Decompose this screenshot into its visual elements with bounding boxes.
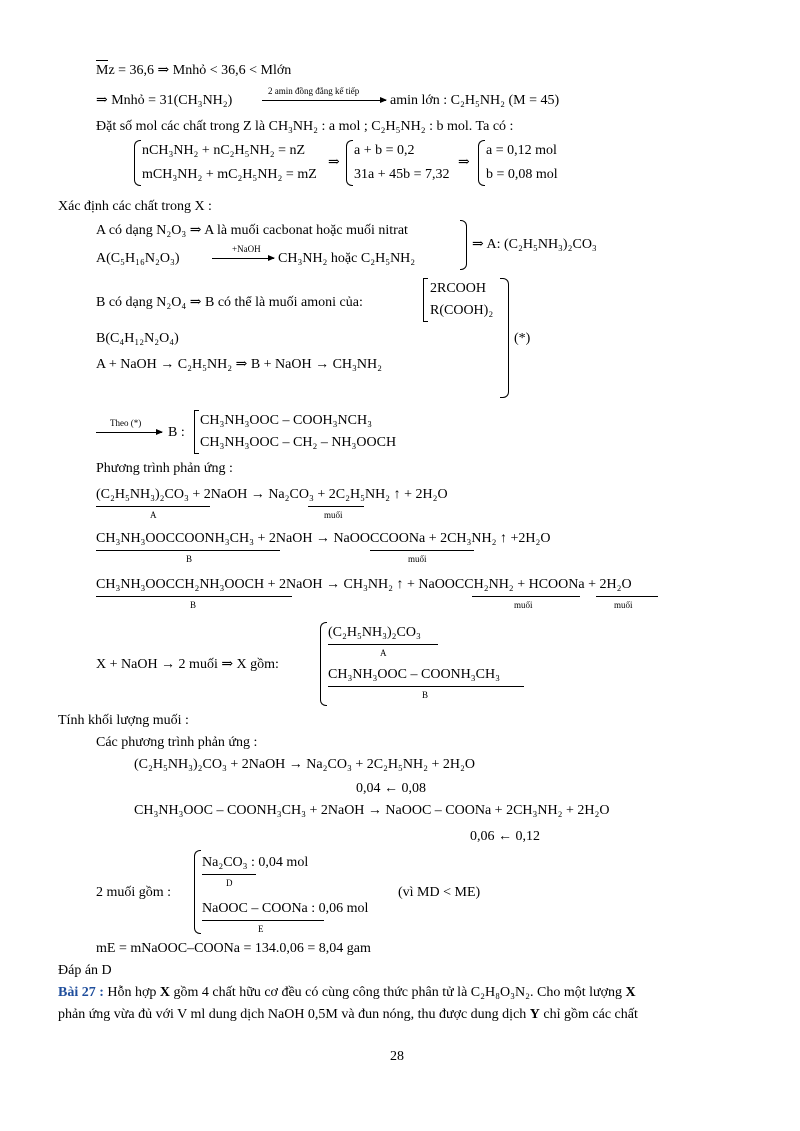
arrow-label-naoh: +NaOH: [232, 244, 261, 254]
underbrace: [308, 506, 364, 507]
sys2-row2: 31a + 45b = 7,32: [354, 167, 450, 182]
text-theo-b: B :: [168, 425, 185, 440]
problem-number: Bài 27 :: [58, 985, 104, 1000]
sys2-row1: a + b = 0,2: [354, 143, 415, 158]
section-heading: Tính khối lượng muối :: [58, 713, 189, 728]
label-A: A: [150, 510, 157, 520]
underbrace: [96, 550, 280, 551]
arrow-label-theo: Theo (*): [110, 418, 142, 428]
underbrace: [472, 596, 580, 597]
underbrace: [202, 874, 256, 875]
b-acid-2: R(COOH)₂: [430, 303, 494, 318]
underbrace: [596, 596, 658, 597]
reaction-2-mol: 0,06 ← 0,12: [470, 829, 540, 844]
reaction-arrow: [96, 432, 162, 433]
label-muoi: muối: [514, 600, 533, 610]
reaction-2: CH₃NH₃OOC – COONH₃CH₃ + 2NaOH → NaOOC – COONa + 2CH₃NH₂ + 2H₂O: [134, 803, 610, 818]
label-B: B: [190, 600, 197, 610]
arrow-label-amin: 2 amin đồng đẳng kế tiếp: [268, 86, 360, 96]
underbrace: [328, 686, 524, 687]
problem-27-line2: phản ứng vừa đủ với V ml dung dịch NaOH 0,5M và đun nóng, thu được dung dịch Y chỉ gồm các chất: [58, 1007, 638, 1022]
text-line-mz: Mz = 36,6 ⇒ Mnhỏ < 36,6 < Mlớn: [96, 63, 292, 78]
eq3-salt-2: HCOONa: [528, 577, 585, 592]
eq1-reactant-a: (C₂H₅NH₃)₂CO₃: [96, 487, 189, 502]
underbrace: [328, 644, 438, 645]
text-a-dang: A có dạng N₂O₃ ⇒ A là muối cacbonat hoặc muối nitrat: [96, 223, 408, 238]
text-a-formula: A(C₅H₁₆N₂O₃): [96, 251, 180, 266]
page-number: 28: [390, 1049, 404, 1064]
label-A: A: [380, 648, 387, 658]
eq2-salt: NaOOCCOONa: [333, 531, 426, 546]
equation-1: (C₂H₅NH₃)₂CO₃ + 2NaOH → Na₂CO₃ + 2C₂H₅NH₂ ↑ + 2H₂O: [96, 487, 448, 502]
text-a-products: CH₃NH₂ hoặc C₂H₅NH₂: [278, 251, 416, 266]
text-line-dat-so-mol: Đặt số mol các chất trong Z là CH₃NH₂ : a mol ; C₂H₅NH₂ : b mol. Ta có :: [96, 119, 514, 134]
brace-left: [194, 850, 201, 934]
text-me: mE = mNaOOC–COONa = 134.0,06 = 8,04 gam: [96, 941, 371, 956]
sys1-row2: mCH₃NH₂ + mC₂H₅NH₂ = mZ: [142, 167, 317, 182]
star-mark: (*): [514, 331, 531, 346]
brace-left: [134, 140, 141, 186]
brace-right: [500, 278, 509, 398]
text-cac-pt: Các phương trình phản ứng :: [96, 735, 258, 750]
salt-e: NaOOC – COONa : 0,06 mol: [202, 901, 369, 916]
brace-left: [346, 140, 353, 186]
sys1-row1: nCH₃NH₂ + nC₂H₅NH₂ = nZ: [142, 143, 306, 158]
equation-3: CH₃NH₃OOCCH₂NH₃OOCH + 2NaOH → CH₃NH₂ ↑ + NaOOCCH₂NH₂ + HCOONa + 2H₂O: [96, 577, 632, 592]
label-muoi: muối: [614, 600, 633, 610]
b-option-2: CH₃NH₃OOC – CH₂ – NH₃OOCH: [200, 435, 397, 450]
label-muoi: muối: [408, 554, 427, 564]
text-a-result: ⇒ A: (C₂H₅NH₃)₂CO₃: [472, 237, 597, 252]
underbrace: [96, 596, 292, 597]
text-b-reaction: A + NaOH → C₂H₅NH₂ ⇒ B + NaOH → CH₃NH₂: [96, 357, 383, 372]
overline-mark: [96, 60, 108, 61]
x-option-1: (C₂H₅NH₃)₂CO₃: [328, 625, 421, 640]
b-acid-1: 2RCOOH: [430, 281, 487, 296]
text-b-formula: B(C₄H₁₂N₂O₄): [96, 331, 179, 346]
brace-right: [460, 220, 467, 270]
section-heading: Xác định các chất trong X :: [58, 199, 212, 214]
brace-left: [320, 622, 327, 706]
label-B: B: [186, 554, 193, 564]
reaction-arrow: [212, 258, 274, 259]
text-vi-note: (vì MD < ME): [398, 885, 481, 900]
label-D: D: [226, 878, 233, 888]
sys3-row1: a = 0,12 mol: [486, 143, 557, 158]
text-dap-an: Đáp án D: [58, 963, 112, 978]
bracket-left: [194, 410, 199, 454]
sys3-row2: b = 0,08 mol: [486, 167, 558, 182]
label-B: B: [422, 690, 429, 700]
text-line-mnho: ⇒ Mnhỏ = 31(CH₃NH₂): [96, 93, 233, 108]
reaction-1: (C₂H₅NH₃)₂CO₃ + 2NaOH → Na₂CO₃ + 2C₂H₅NH₂ + 2H₂O: [134, 757, 476, 772]
equation-2: CH₃NH₃OOCCOONH₃CH₃ + 2NaOH → NaOOCCOONa + 2CH₃NH₂ ↑ +2H₂O: [96, 531, 551, 546]
pt-heading: Phương trình phản ứng :: [96, 461, 233, 476]
text-b-dang: B có dạng N₂O₄ ⇒ B có thể là muối amoni của:: [96, 295, 363, 310]
text-x-gom: X + NaOH → 2 muối ⇒ X gồm:: [96, 657, 279, 672]
eq3-reactant-b: CH₃NH₃OOCCH₂NH₃OOCH: [96, 577, 265, 592]
salt-d: Na₂CO₃ : 0,04 mol: [202, 855, 309, 870]
text-hai-muoi: 2 muối gồm :: [96, 885, 172, 900]
label-E: E: [258, 924, 264, 934]
bracket-left: [423, 278, 428, 322]
underbrace: [202, 920, 324, 921]
underbrace: [96, 506, 210, 507]
reaction-1-mol: 0,04 ← 0,08: [356, 781, 426, 796]
eq1-salt: Na₂CO₃: [268, 487, 314, 502]
underbrace: [370, 550, 474, 551]
label-muoi: muối: [324, 510, 343, 520]
implies-symbol: ⇒: [328, 155, 340, 170]
b-option-1: CH₃NH₃OOC – COOH₃NCH₃: [200, 413, 372, 428]
implies-symbol: ⇒: [458, 155, 470, 170]
text-line-amin-lon: amin lớn : C₂H₅NH₂ (M = 45): [390, 93, 560, 108]
eq2-reactant-b: CH₃NH₃OOCCOONH₃CH₃: [96, 531, 254, 546]
problem-27-line1: Bài 27 : Hỗn hợp X gồm 4 chất hữu cơ đều có cùng công thức phân tử là C₂H₈O₃N₂. Cho một lượng X: [58, 985, 636, 1000]
eq3-salt-1: NaOOCCH₂NH₂: [418, 577, 514, 592]
brace-left: [478, 140, 485, 186]
x-option-2: CH₃NH₃OOC – COONH₃CH₃: [328, 667, 500, 682]
reaction-arrow: [262, 100, 386, 101]
